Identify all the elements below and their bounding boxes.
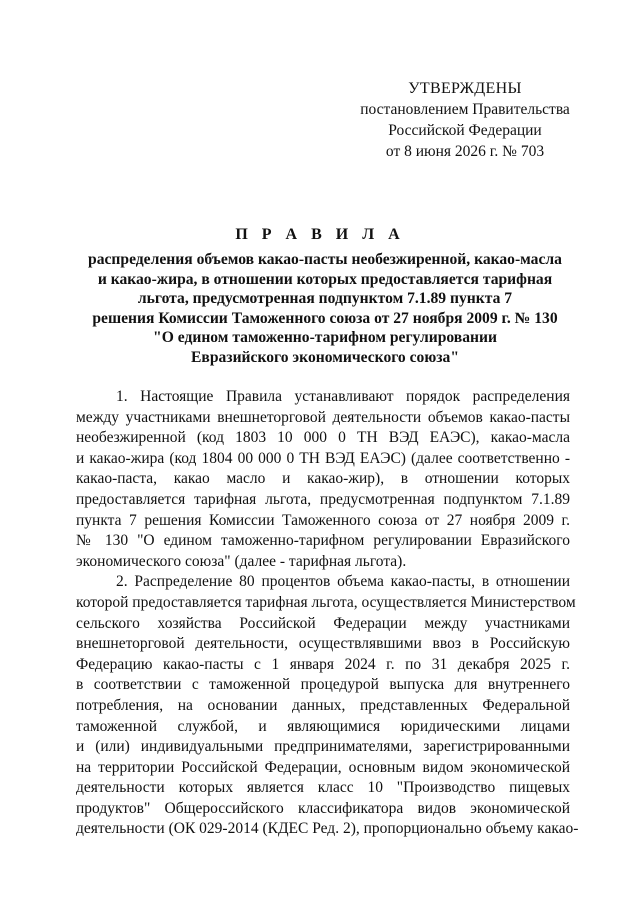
subtitle-line: решения Комиссии Таможенного союза от 27 ноября 2009 г. № 130 (92, 309, 558, 327)
document-title: П Р А В И Л А (235, 226, 405, 243)
paragraph-line: между участниками внешнеторговой деятельности объемов какао-пасты (76, 408, 570, 426)
paragraph-line: таможенной службой, и являющимися юридическими лицами (76, 717, 570, 735)
paragraph-line: которой предоставляется тарифная льгота, осуществляется Министерством (76, 593, 576, 611)
approval-heading: УТВЕРЖДЕНЫ (408, 80, 522, 97)
paragraph-line: и (или) индивидуальными предпринимателями, зарегистрированными (76, 738, 570, 756)
paragraph-line: Федерацию какао-пасты с 1 января 2024 г. по 31 декабря 2025 г. (76, 655, 570, 673)
paragraph-line: предоставляется тарифная льгота, предусмотренная подпунктом 7.1.89 (76, 490, 570, 508)
document-body (76, 387, 579, 840)
paragraph-line: 2. Распределение 80 процентов объема какао-пасты, в отношении (116, 573, 570, 591)
approval-line: Российской Федерации (388, 122, 542, 139)
subtitle-line: Евразийского экономического союза" (191, 348, 459, 366)
paragraph-line: потребления, на основании данных, представленных Федеральной (76, 696, 570, 714)
paragraph-2 (76, 572, 579, 840)
approval-line: постановлением Правительства (360, 101, 570, 118)
paragraph-line: на территории Российской Федерации, основным видом экономической (76, 758, 570, 776)
paragraph-line: деятельности (ОК 029-2014 (КДЕС Ред. 2), пропорционально объему какао- (76, 820, 579, 838)
paragraph-line: сельского хозяйства Российской Федерации между участниками (76, 614, 570, 632)
document-subtitle (80, 250, 570, 367)
paragraph-line: продуктов" Общероссийского классификатора видов экономической (76, 799, 570, 817)
paragraph-line: пункта 7 решения Комиссии Таможенного союза от 27 ноября 2009 г. (76, 511, 570, 529)
paragraph-line: экономического союза" (далее - тарифная льгота). (76, 552, 407, 570)
paragraph-line: и какао-жира (код 1804 00 000 0 ТН ВЭД ЕАЭС) (далее соответственно - (76, 449, 570, 467)
paragraph-line: деятельности которых является класс 10 "Производство пищевых (76, 779, 570, 797)
paragraph-line: внешнеторговой деятельности, осуществлявшими ввоз в Российскую (76, 635, 570, 653)
approval-stamp (340, 78, 590, 162)
paragraph-line: необезжиренной (код 1803 10 000 0 ТН ВЭД ЕАЭС), какао-масла (76, 429, 570, 447)
subtitle-line: льгота, предусмотренная подпунктом 7.1.89 пункта 7 (137, 290, 513, 307)
subtitle-line: и какао-жира, в отношении которых предоставляется тарифная (97, 270, 553, 288)
subtitle-line: "О едином таможенно-тарифном регулировании (153, 329, 497, 346)
subtitle-line: распределения объемов какао-пасты необезжиренной, какао-масла (88, 251, 562, 268)
paragraph-1 (76, 387, 570, 572)
paragraph-line: № 130 "О едином таможенно-тарифном регулировании Евразийского (76, 532, 570, 550)
paragraph-line: в соответствии с таможенной процедурой выпуска для внутреннего (76, 676, 570, 694)
approval-line: от 8 июня 2026 г. № 703 (385, 143, 545, 160)
paragraph-line: какао-паста, какао масло и какао-жир), в отношении которых (76, 470, 570, 488)
paragraph-line: 1. Настоящие Правила устанавливают порядок распределения (116, 388, 570, 405)
